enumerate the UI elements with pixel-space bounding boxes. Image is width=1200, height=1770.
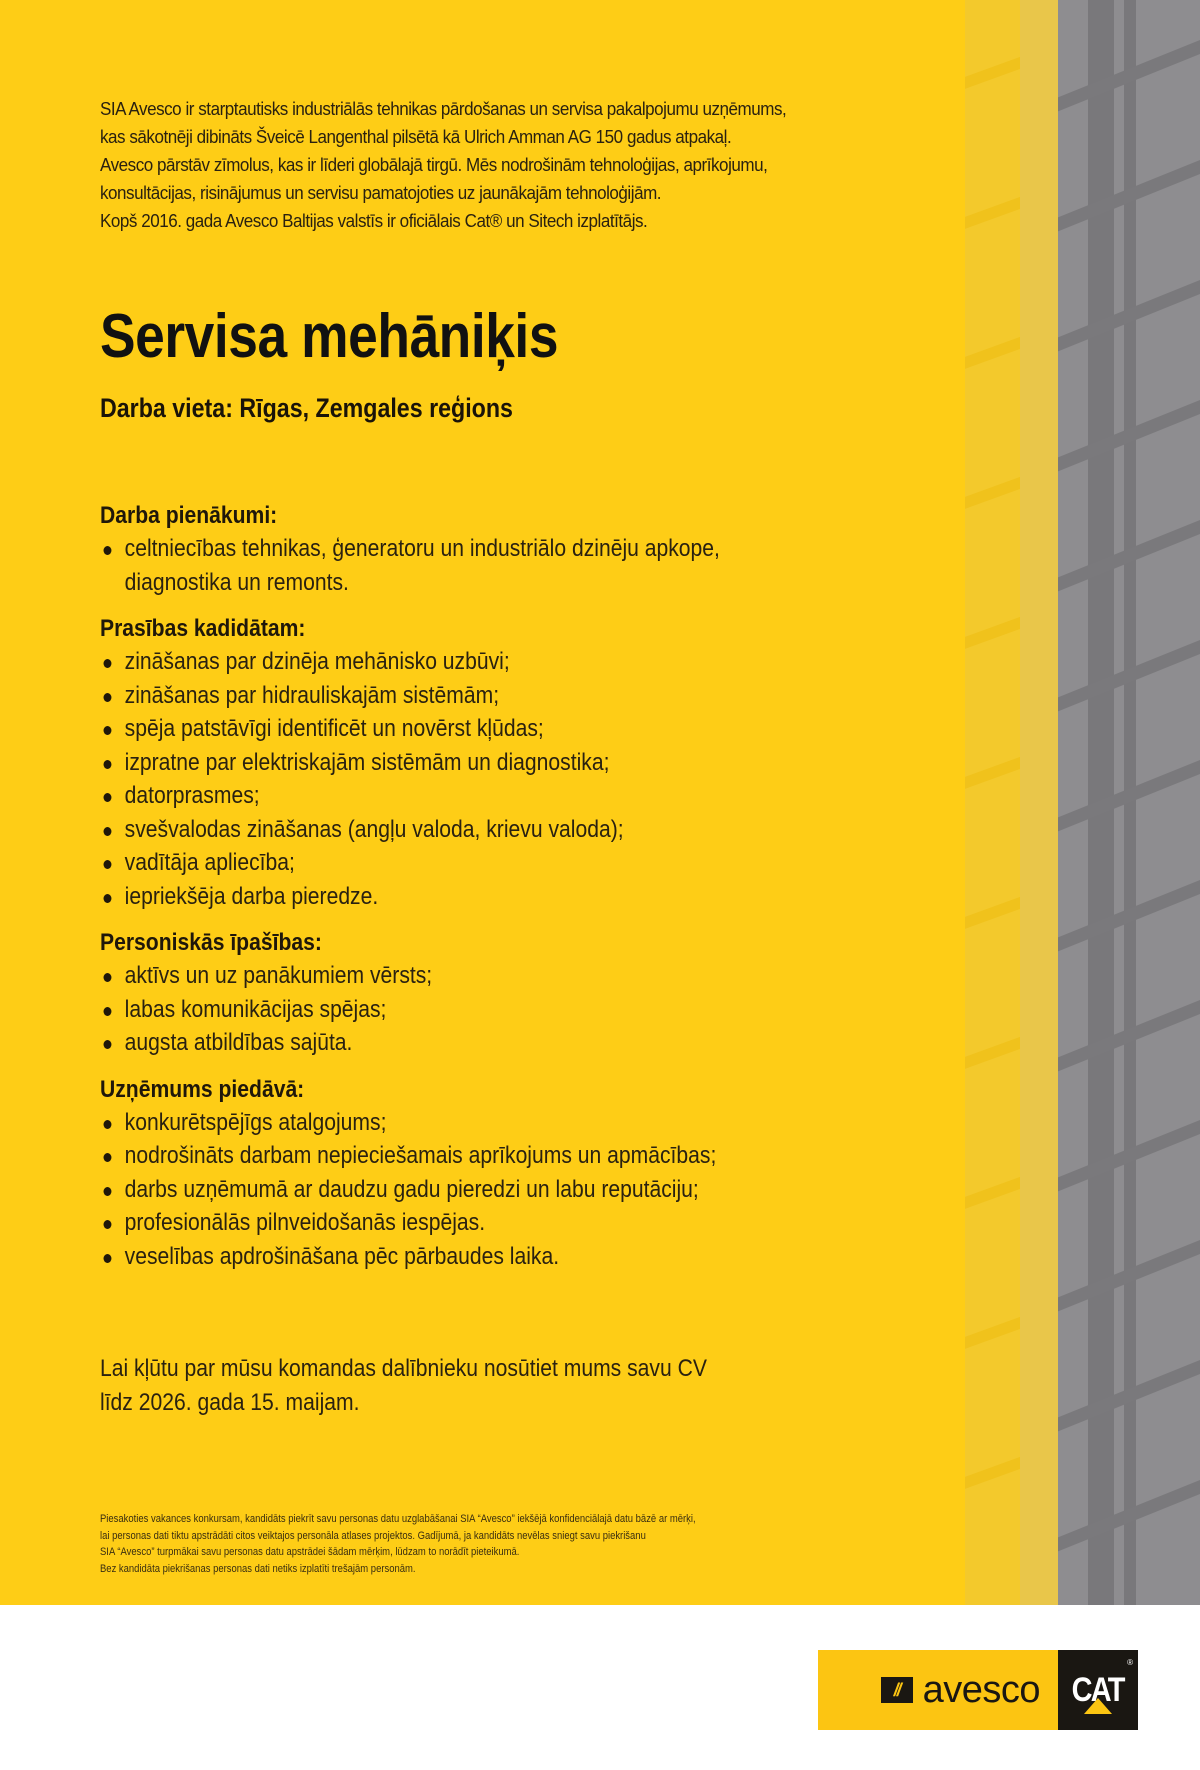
disclaimer-line: Piesakoties vakances konkursam, kandidāts piekrīt savu personas datu uzglabāšanai SIA “Avesco” iekšējā konfidenciālajā datu bāzē ar mērķi, [100, 1513, 696, 1525]
disclaimer-line: lai personas dati tiktu apstrādāti citos veiktajos personāla atlases projektos. Gadījumā, ja kandidāts nevēlas sniegt savu piekrišanu [100, 1529, 646, 1542]
list-item: zināšanas par dzinēja mehānisko uzbūvi; [100, 645, 892, 679]
intro-line: SIA Avesco ir starptautisks industriālās tehnikas pārdošanas un servisa pakalpojumu uzņēmums, [100, 98, 787, 119]
section-heading: Uzņēmums piedāvā: [100, 1075, 305, 1103]
intro-line: Kopš 2016. gada Avesco Baltijas valstīs ir oficiālais Cat® un Sitech izplatītājs. [100, 210, 648, 231]
list-item-continuation: diagnostika un remonts. [124, 568, 349, 596]
list-item: datorprasmes; [100, 779, 892, 813]
privacy-disclaimer [100, 1511, 696, 1577]
list-item: labas komunikācijas spējas; [100, 993, 892, 1027]
section-company-offers [100, 1074, 892, 1274]
list-item: darbs uzņēmumā ar daudzu gadu pieredzi un labu reputāciju; [100, 1173, 892, 1207]
list-item: celtniecības tehnikas, ģeneratoru un industriālo dzinēju apkope, [100, 532, 892, 566]
job-sections [100, 500, 892, 1287]
cta-line: līdz 2026. gada 15. maijam. [100, 1389, 360, 1416]
list-item: izpratne par elektriskajām sistēmām un diagnostika; [100, 746, 892, 780]
list-item: profesionālās pilnveidošanās iespējas. [100, 1206, 892, 1240]
registered-mark: ® [1127, 1658, 1133, 1667]
section-heading: Darba pienākumi: [100, 502, 278, 529]
disclaimer-line: Bez kandidāta piekrišanas personas dati netiks izplatīti trešajām personām. [100, 1562, 416, 1575]
avesco-logo [818, 1650, 1058, 1730]
section-heading: Prasības kadidātam: [100, 615, 306, 642]
job-location: Darba vieta: Rīgas, Zemgales reģions [100, 393, 513, 423]
cat-wordmark: CAT [1071, 1670, 1125, 1709]
list-item: svešvalodas zināšanas (angļu valoda, krievu valoda); [100, 813, 892, 847]
tire-track-yellow-light [1020, 0, 1058, 1605]
list-item: spēja patstāvīgi identificēt un novērst kļūdas; [100, 712, 892, 746]
avesco-cat-logo [818, 1650, 1138, 1730]
list-item: nodrošināts darbam nepieciešamais aprīkojums un apmācības; [100, 1139, 892, 1173]
cta-line: Lai kļūtu par mūsu komandas dalībnieku nosūtiet mums savu CV [100, 1355, 707, 1382]
section-requirements [100, 613, 892, 913]
intro-line: kas sākotnēji dibināts Šveicē Langenthal pilsētā kā Ulrich Amman AG 150 gadus atpakaļ. [100, 126, 732, 147]
intro-line: konsultācijas, risinājumus un servisu pamatojoties uz jaunākajām tehnoloģijām. [100, 182, 662, 203]
disclaimer-line: SIA “Avesco” turpmākai savu personas datu apstrādei šādam mērķim, lūdzam to norādīt pieteikumā. [100, 1546, 520, 1558]
avesco-wordmark: avesco [922, 1669, 1040, 1711]
list-item: iepriekšēja darba pieredze. [100, 880, 892, 914]
job-title: Servisa mehāniķis [100, 302, 559, 371]
avesco-mark-icon: // [881, 1677, 913, 1703]
section-duties [100, 500, 892, 599]
list-item: vadītāja apliecība; [100, 846, 892, 880]
cat-logo [1058, 1650, 1138, 1730]
application-cta [100, 1352, 707, 1420]
list-item: aktīvs un uz panākumiem vērsts; [100, 959, 892, 993]
section-personal-qualities [100, 927, 892, 1060]
intro-line: Avesco pārstāv zīmolus, kas ir līderi globālajā tirgū. Mēs nodrošinām tehnoloģijas, aprīkojumu, [100, 154, 768, 175]
section-heading: Personiskās īpašības: [100, 929, 322, 956]
tire-track-gray [1058, 0, 1200, 1605]
list-item: veselības apdrošināšana pēc pārbaudes laika. [100, 1240, 892, 1274]
company-intro [100, 95, 965, 235]
list-item: konkurētspējīgs atalgojums; [100, 1106, 892, 1140]
list-item: zināšanas par hidrauliskajām sistēmām; [100, 679, 892, 713]
list-item: augsta atbildības sajūta. [100, 1026, 892, 1060]
